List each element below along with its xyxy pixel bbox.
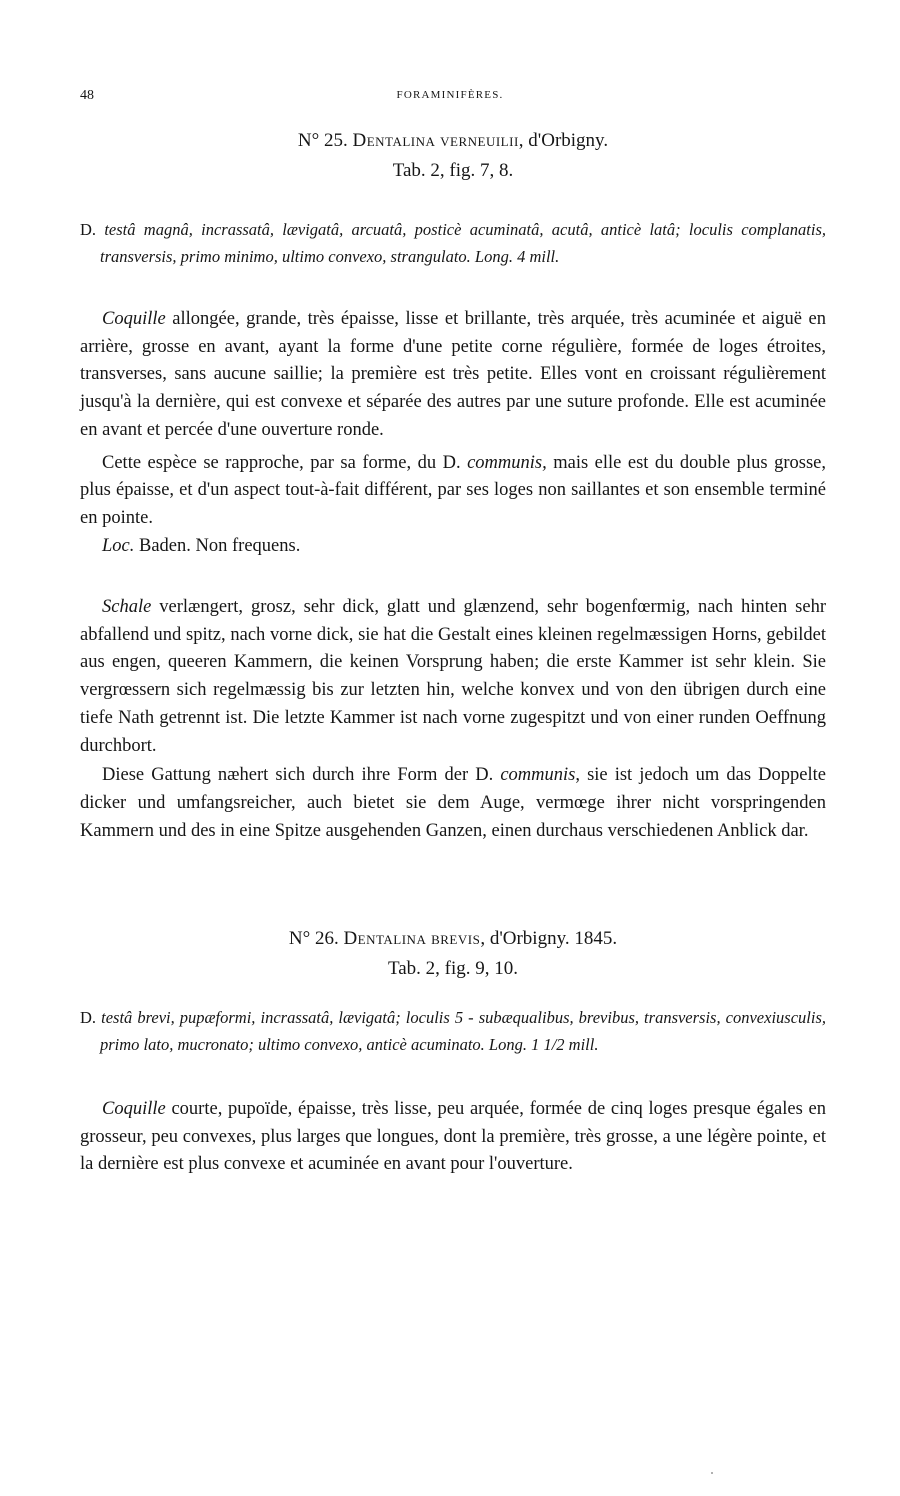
species-26-heading xyxy=(80,924,826,984)
species-26-plate-ref: Tab. 2, fig. 9, 10. xyxy=(387,958,519,979)
species-26-diagnosis xyxy=(80,1004,826,1058)
species-25-plate-ref: Tab. 2, fig. 7, 8. xyxy=(392,160,514,181)
species-26-french xyxy=(80,1096,826,1179)
species-26-number: N° 26. xyxy=(288,928,339,949)
species-25-french xyxy=(80,306,826,560)
species-25-author: , d'Orbigny. xyxy=(518,130,609,151)
german-paragraph-1: Schale verlængert, grosz, sehr dick, glatt und glænzend, sehr bogenfœrmig, nach hinten sehr abfallend und spitz, nach vorne dick, sie hat die Gestalt eines kleinen regelmæssigen Horns, gebildet aus engen, queeren Kammern, die keinen Vorsprung haben; die erste Kammer ist sehr klein. Sie vergrœssern sich regelmæssig bis zur letzten hin, welche konvex und von den übrigen durch eine tiefe Nath getrennt ist. Die letzte Kammer ist nach vorne zugespitzt und von einer runden Oeffnung durchbort. xyxy=(80,597,826,756)
locality-label: Loc. xyxy=(102,535,135,556)
species-25-diagnosis xyxy=(80,216,826,270)
section-title: FORAMINIFÈRES. xyxy=(396,89,504,101)
species-26-author: , d'Orbigny. 1845. xyxy=(480,928,618,949)
species-26-species: brevis xyxy=(431,928,481,949)
species-26-title-line xyxy=(80,924,826,954)
diagnosis-prefix: D. xyxy=(80,1008,97,1027)
french-paragraph-2: Cette espèce se rapproche, par sa forme, du D. communis, mais elle est du double plus grosse, plus épaisse, et d'un aspect tout-à-fait différent, par ses loges non saillantes et son ensemble terminé en pointe. xyxy=(80,452,826,528)
species-25-heading xyxy=(80,126,826,186)
page-number: 48 xyxy=(80,88,94,103)
lead-word: Coquille xyxy=(102,1099,166,1119)
species-26-genus: Dentalina xyxy=(343,928,427,949)
running-header xyxy=(80,88,820,108)
french-paragraph-1: Coquille allongée, grande, très épaisse, lisse et brillante, très arquée, très acuminée et aiguë en arrière, grosse en avant, ayant la forme d'une petite corne régulière, formée de loges étroites, transverses, sans aucune saillie; la première est très petite. Elles vont en croissant régulièrement jusqu'à la dernière, qui est convexe et séparée des autres par une suture profonde. Elle est acuminée en avant et percée d'une ouverture ronde. xyxy=(80,309,826,440)
species-25-german xyxy=(80,594,826,845)
species-25-genus: Dentalina xyxy=(352,130,436,151)
diagnosis-text: testâ brevi, pupæformi, incrassatâ, lævigatâ; loculis 5 - subæqualibus, brevibus, transversis, convexiusculis, primo lato, mucronato; ultimo convexo, anticè acuminato. Long. 1 1/2 mill. xyxy=(100,1008,826,1054)
paper-speck xyxy=(711,1472,713,1474)
species-25-title-line xyxy=(80,126,826,156)
german-paragraph-2: Diese Gattung næhert sich durch ihre Form der D. communis, sie ist jedoch um das Doppelte dicker und umfangsreicher, auch bietet sie dem Auge, vermœge ihrer nicht vorspringenden Kammern und des in eine Spitze ausgehenden Ganzen, einen durchaus verschiedenen Anblick dar. xyxy=(80,765,826,841)
species-25-number: N° 25. xyxy=(297,130,348,151)
lead-word: Coquille xyxy=(102,309,166,329)
lead-word: Schale xyxy=(102,597,152,617)
french-paragraph-1: Coquille courte, pupoïde, épaisse, très lisse, peu arquée, formée de cinq loges presque égales en grosseur, peu convexes, plus larges que longues, dont la première, très grosse, a une légère pointe, et la dernière est plus convexe et acuminée en avant pour l'ouverture. xyxy=(80,1099,826,1175)
species-25-species: verneuilii xyxy=(440,130,519,151)
locality-line: Loc. Baden. Non frequens. xyxy=(102,535,301,556)
diagnosis-text: testâ magnâ, incrassatâ, lævigatâ, arcuatâ, posticè acuminatâ, acutâ, anticè latâ; loculis complanatis, transversis, primo minimo, ultimo convexo, strangulato. Long. 4 mill. xyxy=(100,220,827,266)
diagnosis-prefix: D. xyxy=(80,220,97,239)
